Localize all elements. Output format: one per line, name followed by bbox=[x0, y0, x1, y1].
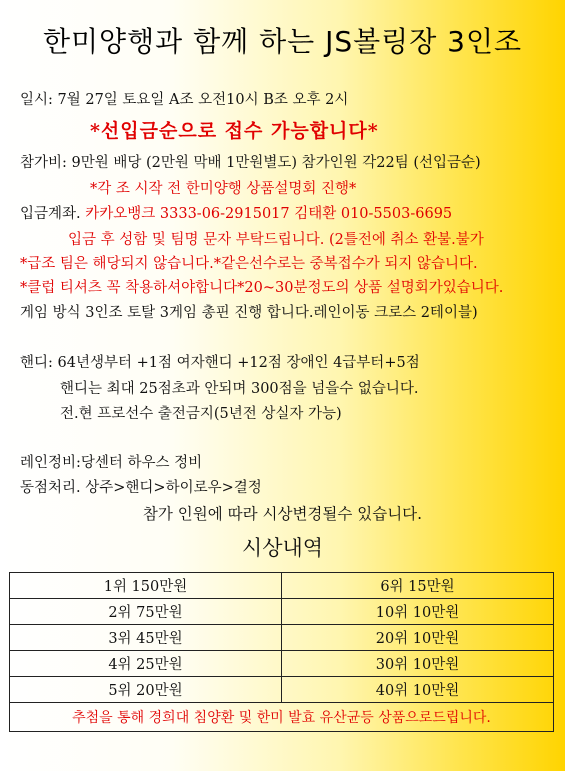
tiebreak-text: 동점처리. 상주>핸디>하이로우>결정 bbox=[20, 480, 262, 496]
prize-heading: 시상내역 bbox=[241, 536, 324, 560]
prize-cell: 40위 10만원 bbox=[281, 677, 553, 703]
table-row bbox=[10, 573, 554, 599]
handicap-line-2: 핸디는 최대 25점초과 안되며 300점을 넘을수 없습니다. bbox=[60, 381, 419, 397]
lane-text: 레인정비:당센터 하우스 정비 bbox=[20, 455, 203, 471]
game-method-text: 게임 방식 3인조 토탈 3게임 총핀 진행 합니다.레인이동 크로스 2테이블) bbox=[20, 305, 478, 321]
notice-one: *급조 팀은 해당되지 않습니다.*같은선수로는 중복접수가 되지 않습니다. bbox=[20, 256, 478, 272]
prize-change-notice: 참가 인원에 따라 시상변경될수 있습니다. bbox=[142, 505, 423, 523]
poster-title: 한미양행과 함께 하는 JS볼링장 3인조 bbox=[42, 25, 523, 58]
prize-cell: 4위 25만원 bbox=[10, 651, 282, 677]
briefing-notice: *각 조 시작 전 한미양행 상품설명회 진행* bbox=[90, 181, 357, 197]
prize-table bbox=[9, 572, 554, 732]
handicap-line-3: 전.현 프로선수 출전금지(5년전 상실자 가능) bbox=[60, 406, 342, 422]
prize-cell: 1위 150만원 bbox=[10, 573, 282, 599]
prize-cell: 3위 45만원 bbox=[10, 625, 282, 651]
prize-cell: 20위 10만원 bbox=[281, 625, 553, 651]
account-line bbox=[20, 202, 452, 223]
first-come-notice: *선입금순으로 접수 가능합니다* bbox=[90, 120, 379, 142]
schedule-text: 일시: 7월 27일 토요일 A조 오전10시 B조 오후 2시 bbox=[20, 92, 349, 108]
prize-cell: 10위 10만원 bbox=[281, 599, 553, 625]
notice-two: *클럽 티셔츠 꼭 착용하셔야합니다*20~30분정도의 상품 설명회가있습니다. bbox=[20, 280, 504, 296]
fee-text: 참가비: 9만원 배당 (2만원 막배 1만원별도) 참가인원 각22팀 (선입금순) bbox=[20, 155, 481, 171]
account-label: 입금계좌. bbox=[20, 206, 86, 222]
table-row bbox=[10, 703, 554, 732]
prize-cell: 5위 20만원 bbox=[10, 677, 282, 703]
handicap-line-1: 핸디: 64년생부터 +1점 여자핸디 +12점 장애인 4급부터+5점 bbox=[20, 355, 420, 371]
deposit-note: 입금 후 성함 및 팀명 문자 부탁드립니다. (2틀전에 취소 환불.불가 bbox=[68, 232, 484, 248]
table-row bbox=[10, 599, 554, 625]
table-row bbox=[10, 625, 554, 651]
prize-cell: 6위 15만원 bbox=[281, 573, 553, 599]
lottery-notice: 추첨을 통해 경희대 침양환 및 한미 발효 유산균등 상품으로드립니다. bbox=[10, 703, 554, 732]
prize-cell: 2위 75만원 bbox=[10, 599, 282, 625]
table-row bbox=[10, 651, 554, 677]
table-row bbox=[10, 677, 554, 703]
prize-cell: 30위 10만원 bbox=[281, 651, 553, 677]
account-value: 카카오뱅크 3333-06-2915017 김태환 010-5503-6695 bbox=[85, 206, 453, 222]
